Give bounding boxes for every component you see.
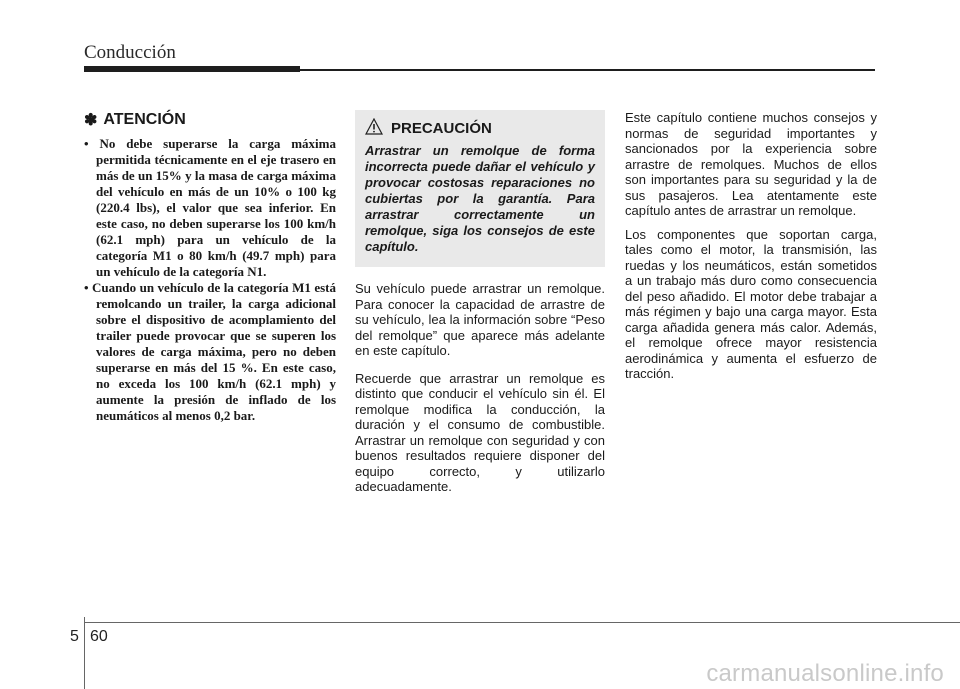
footer-divider-vertical <box>84 617 85 689</box>
attention-heading <box>84 110 336 130</box>
body-paragraph: Los componentes que soportan carga, tales como el motor, la transmisión, las ruedas y los neumáticos, están sometidos a un trabajo más duro como consecuencia del peso añadido. El motor debe trabajar a más régimen y bajo una carga mayor. Esta carga añadida genera más calor. Además, el remolque ofrece mayor resistencia aerodinámica y aumenta el esfuerzo de tracción. <box>625 226 877 381</box>
asterisk-icon: ✽ <box>84 112 98 129</box>
attention-list <box>84 136 336 424</box>
attention-item: • No debe superarse la carga máxima permitida técnicamente en el eje trasero en más de un 15% y la masa de carga máxima del vehículo en más de un 10% o 100 kg (220.4 lbs), el valor que sea inferior. En este caso, no deben superarse los 100 km/h (62.1 mph) para un vehículo de la categoría M1 o 80 km/h (49.7 mph) para un vehículo de la categoría N1. <box>84 136 336 280</box>
attention-item: • Cuando un vehículo de la categoría M1 está remolcando un trailer, la carga adicional sobre el dispositivo de acomplamiento del trailer puede provocar que se superen los valores de carga máxima, pero no deben superarse en más del 15 %. En este caso, no exceda los 100 km/h (62.1 mph) y aumente la presión de inflado de los neumáticos al menos 0,2 bar. <box>84 280 336 424</box>
attention-title: ATENCIÓN <box>103 111 186 128</box>
watermark: carmanualsonline.info <box>706 660 944 687</box>
footer-divider-horizontal <box>85 622 960 623</box>
right-column <box>625 110 877 390</box>
warning-triangle-icon <box>365 118 383 139</box>
middle-column <box>355 110 605 507</box>
caution-text: Arrastrar un remolque de forma incorrecta puede dañar el vehículo y provocar costosas reparaciones no cubiertas por la garantía. Para arrastrar correctamente un remolque, siga los consejos de este capítulo. <box>365 143 595 254</box>
caution-title: PRECAUCIÓN <box>391 120 492 137</box>
body-paragraph: Este capítulo contiene muchos consejos y normas de seguridad importantes y sancionados por la experiencia sobre arrastre de remolques. Muchos de ellos son importantes para su seguridad y la de sus pasajeros. Lea atentamente este capítulo antes de arrastrar un remolque. <box>625 110 877 218</box>
body-paragraph: Su vehículo puede arrastrar un remolque. Para conocer la capacidad de arrastre de su vehículo, lea la información sobre “Peso del remolque” que aparece más adelante en este capítulo. <box>355 281 605 358</box>
page-title: Conducción <box>84 42 176 63</box>
attention-column <box>84 110 336 424</box>
body-paragraph: Recuerde que arrastrar un remolque es distinto que conducir el vehículo sin él. El remolque modifica la conducción, la duración y el consumo de combustible. Arrastrar un remolque con seguridad y con buenos resultados requiere disponer del equipo correcto, y utilizarlo adecuadamente. <box>355 370 605 494</box>
header-rule-thick <box>84 66 300 72</box>
page-number: 60 <box>90 628 108 645</box>
header-rule-thin <box>300 69 875 71</box>
caution-box <box>355 110 605 267</box>
caution-heading <box>365 118 595 139</box>
section-number: 5 <box>70 628 79 645</box>
